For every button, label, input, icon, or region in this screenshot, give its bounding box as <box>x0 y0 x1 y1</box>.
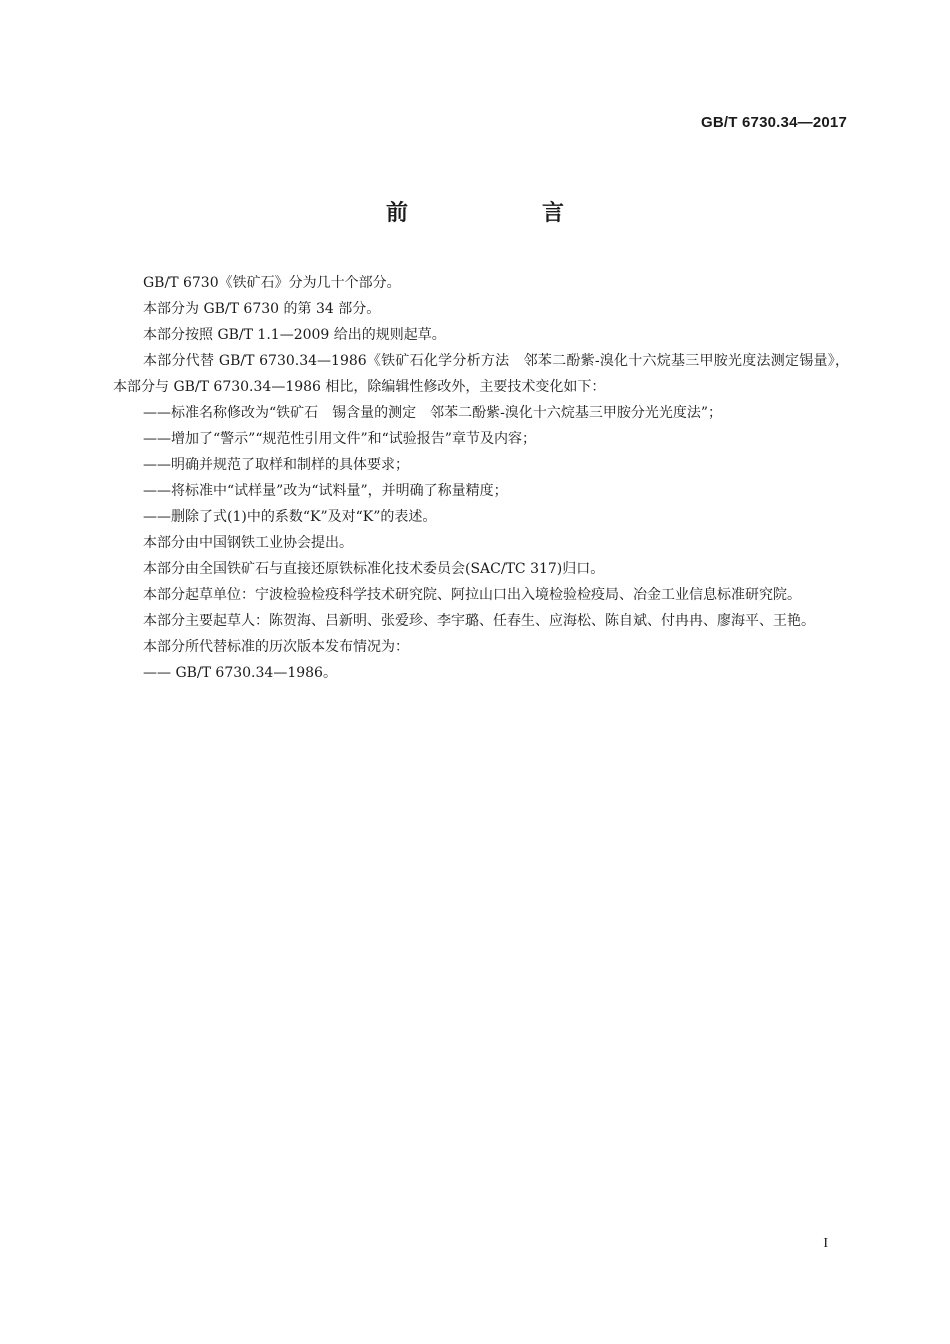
paragraph: 本部分按照 GB/T 1.1—2009 给出的规则起草。 <box>143 327 446 343</box>
paragraph: 本部分为 GB/T 6730 的第 34 部分。 <box>143 301 381 317</box>
list-item: —— GB/T 6730.34—1986。 <box>143 665 337 681</box>
page-title: 前 言 <box>385 201 620 226</box>
page-number: I <box>823 1236 828 1251</box>
foreword-body <box>113 270 849 686</box>
list-item: ——将标准中“试样量”改为“试料量”，并明确了称量精度； <box>143 483 508 499</box>
list-item: ——标准名称修改为“铁矿石 锡含量的测定 邻苯二酚紫-溴化十六烷基三甲胺分光光度法”； <box>143 405 723 421</box>
list-item: ——删除了式(1)中的系数“K”及对“K”的表述。 <box>143 509 437 525</box>
paragraph: 本部分主要起草人：陈贺海、吕新明、张爱珍、李宇璐、任春生、应海松、陈自斌、付冉冉、廖海平、王艳。 <box>143 613 815 629</box>
standard-code: GB/T 6730.34—2017 <box>701 114 847 131</box>
list-item: ——明确并规范了取样和制样的具体要求； <box>143 457 409 473</box>
paragraph: 本部分所代替标准的历次版本发布情况为： <box>143 639 409 655</box>
paragraph: GB/T 6730《铁矿石》分为几十个部分。 <box>143 275 401 291</box>
paragraph: 本部分起草单位：宁波检验检疫科学技术研究院、阿拉山口出入境检验检疫局、冶金工业信息标准研究院。 <box>143 587 801 603</box>
paragraph: 本部分由全国铁矿石与直接还原铁标准化技术委员会(SAC/TC 317)归口。 <box>143 561 605 577</box>
paragraph: 本部分由中国钢铁工业协会提出。 <box>143 535 353 551</box>
paragraph: 本部分代替 GB/T 6730.34—1986《铁矿石化学分析方法 邻苯二酚紫-溴化十六烷基三甲胺光度法测定锡量》，本部分与 GB/T 6730.34—1986 相比，除编辑性修改外，主要技术变化如下： <box>113 353 849 395</box>
list-item: ——增加了“警示”“规范性引用文件”和“试验报告”章节及内容； <box>143 431 536 447</box>
